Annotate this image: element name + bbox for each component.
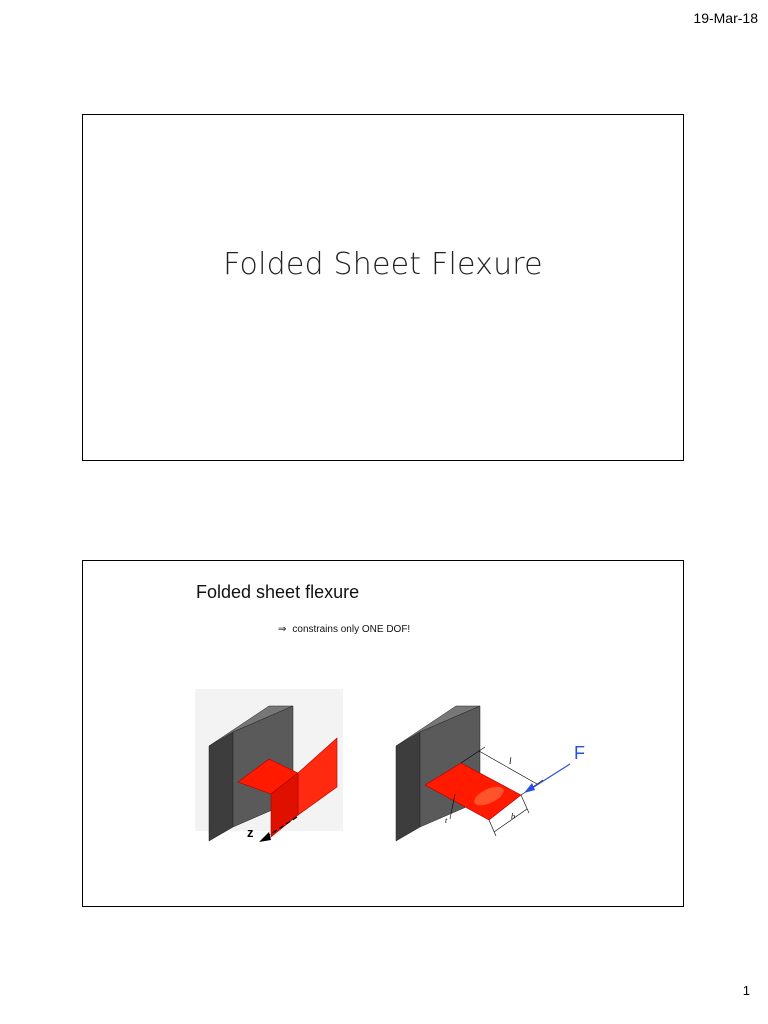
leaf-spring-figure <box>83 561 683 906</box>
z-axis-label: z <box>247 825 254 840</box>
width-label: b <box>511 812 515 821</box>
slide-1-title: Folded Sheet Flexure <box>223 247 543 282</box>
implies-arrow-icon: ⇒ <box>278 624 287 635</box>
length-label: l <box>509 756 512 766</box>
date-header: 19-Mar-18 <box>693 10 758 26</box>
force-arrow <box>524 764 570 793</box>
slide-2 <box>82 560 684 907</box>
bullet-text: constrains only ONE DOF! <box>292 624 411 635</box>
force-label: F <box>574 743 585 763</box>
slide-1 <box>82 114 684 461</box>
slide-2-title: Folded sheet flexure <box>196 582 360 602</box>
page-number: 1 <box>742 983 750 998</box>
thickness-label: t <box>445 816 448 825</box>
